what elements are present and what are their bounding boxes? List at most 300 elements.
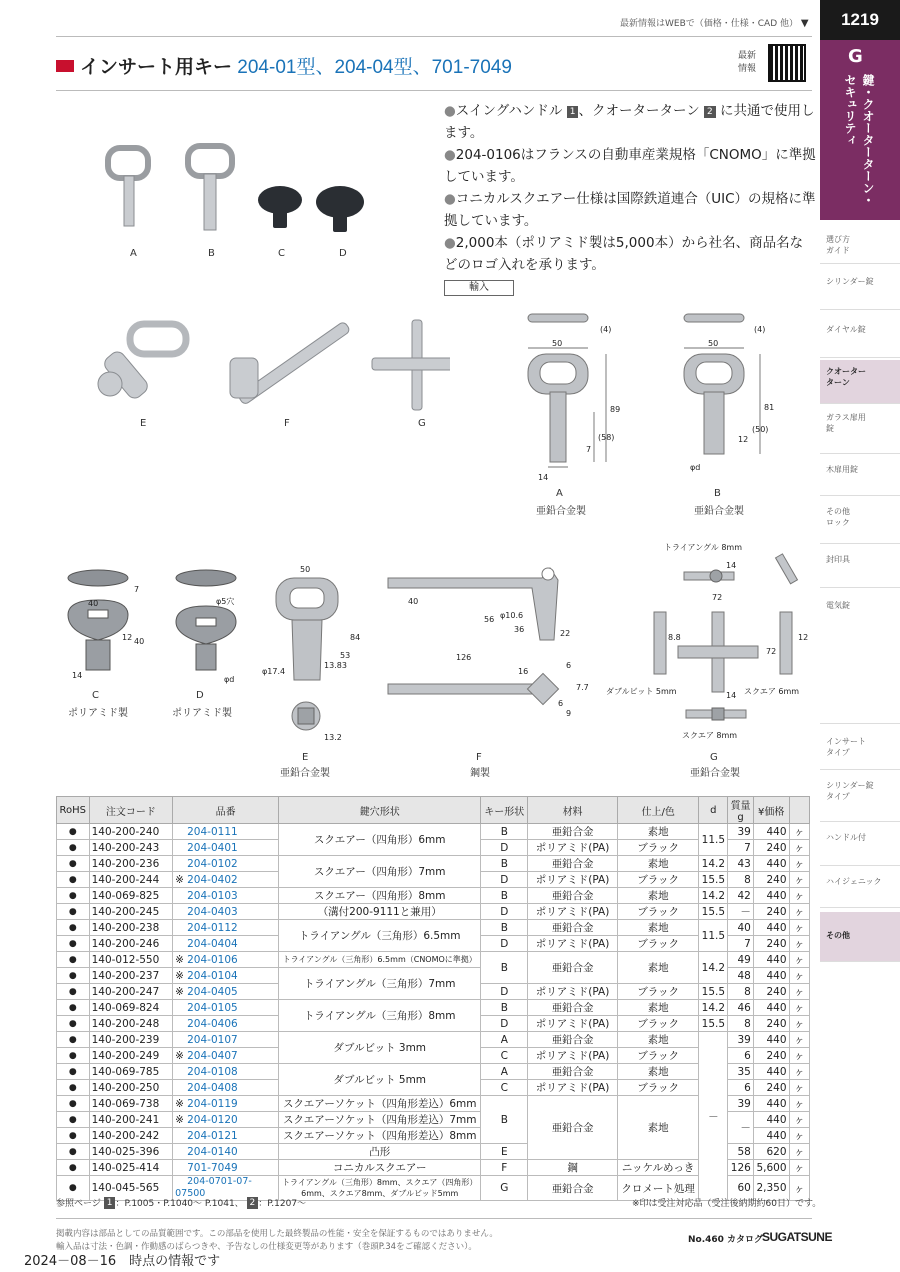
dim-g-14a: 14	[726, 561, 737, 570]
table-row	[57, 1032, 810, 1048]
cell-mat: 亜鉛合金	[528, 1032, 618, 1048]
cell-code: 140-200-246	[89, 936, 173, 952]
cell-price: 440	[753, 888, 789, 904]
dim-b-height: 81	[764, 403, 775, 412]
cell-mat: 亜鉛合金	[528, 856, 618, 872]
cell-price: 620	[753, 1144, 789, 1160]
cell-code: 140-200-243	[89, 840, 173, 856]
table-header: ¥価格	[753, 797, 789, 824]
cell-part[interactable]: 204-0140	[173, 1144, 279, 1160]
cell-mass: －	[728, 1112, 754, 1144]
dim-a-width: 50	[552, 339, 563, 348]
cell-unit: ヶ	[789, 840, 809, 856]
cell-rohs: ●	[57, 1096, 90, 1112]
cell-price: 440	[753, 824, 789, 840]
date-stamp: 2024－08－16 時点の情報です	[24, 1254, 221, 1269]
cell-mass: 43	[728, 856, 754, 872]
dim-e-socket: 13.2	[324, 733, 342, 742]
footer-rule	[56, 1218, 812, 1219]
cell-mass: 48	[728, 968, 754, 984]
sidebar-item[interactable]: 選び方 ガイド	[820, 228, 900, 264]
cell-part[interactable]: 204-0112	[173, 920, 279, 936]
category-letter: G	[848, 46, 863, 67]
sidebar-item[interactable]: 封印具	[820, 548, 900, 588]
drawing-d-material: ポリアミド製	[172, 708, 232, 719]
cell-shape: （溝付200-9111と兼用）	[279, 904, 481, 920]
cell-shape: スクエアー（四角形）6mm	[279, 824, 481, 856]
cell-mass: 8	[728, 872, 754, 888]
dim-g-height: 72	[766, 647, 777, 656]
feature-item: ●スイングハンドル 1 、クオーターターン 2 に共通で使用します。	[444, 103, 815, 141]
cell-unit: ヶ	[789, 824, 809, 840]
cell-part[interactable]: 204-0111	[173, 824, 279, 840]
cell-key: B	[481, 856, 528, 872]
cell-shape: スクエアーソケット（四角形差込）8mm	[279, 1128, 481, 1144]
cell-part[interactable]: ※ 204-0119	[173, 1096, 279, 1112]
drawing-e	[262, 560, 372, 750]
drawing-b-label: B	[714, 488, 721, 499]
dim-e-dia: φ17.4	[262, 667, 286, 676]
cell-part[interactable]: ※ 204-0407	[173, 1048, 279, 1064]
table-row	[57, 1064, 810, 1080]
cell-rohs: ●	[57, 1160, 90, 1176]
cell-price: 240	[753, 936, 789, 952]
cell-code: 140-069-825	[89, 888, 173, 904]
page-title: インサート用キー 204-01型、204-04型、701-7049	[80, 57, 512, 78]
cell-unit: ヶ	[789, 872, 809, 888]
cell-shape: スクエアーソケット（四角形差込）6mm	[279, 1096, 481, 1112]
cell-price: 440	[753, 856, 789, 872]
feature-item: ●2,000本（ポリアミド製は5,000本）から社名、商品名などのロゴ入れを承ります。	[444, 235, 804, 273]
table-row	[57, 824, 810, 840]
cell-d: 15.5	[699, 904, 728, 920]
photo-label-a: A	[130, 248, 137, 259]
page-number: 1219	[820, 0, 900, 40]
cell-part[interactable]: 204-0408	[173, 1080, 279, 1096]
qr-code-icon[interactable]	[768, 44, 806, 82]
cell-code: 140-200-247	[89, 984, 173, 1000]
cell-d: 11.5	[699, 824, 728, 856]
dim-a-height: 89	[610, 405, 621, 414]
cell-mat: ポリアミド(PA)	[528, 1016, 618, 1032]
table-header: 注文コード	[89, 797, 173, 824]
cell-part[interactable]: 204-0102	[173, 856, 279, 872]
cell-part[interactable]: ※ 204-0405	[173, 984, 279, 1000]
sidebar	[820, 0, 900, 1272]
cell-key: C	[481, 1080, 528, 1096]
cell-price: 240	[753, 840, 789, 856]
cell-part[interactable]: ※ 204-0104	[173, 968, 279, 984]
dim-d-diameter: φd	[224, 675, 235, 684]
cell-d: 15.5	[699, 1016, 728, 1032]
sidebar-item[interactable]: ハイジェニック	[820, 870, 900, 908]
sidebar-item[interactable]: シリンダー錠	[820, 270, 900, 310]
drawing-d	[168, 560, 248, 690]
table-header: d	[699, 797, 728, 824]
table-row	[57, 920, 810, 936]
cell-d: 14.2	[699, 1000, 728, 1016]
dim-f-c: 36	[514, 625, 525, 634]
cell-fin: 素地	[617, 920, 699, 936]
dim-c-thick: 7	[134, 585, 140, 594]
cell-code: 140-200-250	[89, 1080, 173, 1096]
cell-mat: 亜鉛合金	[528, 888, 618, 904]
cell-shape: スクエアー（四角形）7mm	[279, 856, 481, 888]
sidebar-item[interactable]: ハンドル付	[820, 826, 900, 866]
cell-mass: 39	[728, 1032, 754, 1048]
drawing-a	[520, 302, 640, 492]
sidebar-item[interactable]: インサート タイプ	[820, 730, 900, 770]
dim-c-shaft: 12	[122, 633, 133, 642]
cell-fin: 素地	[617, 856, 699, 872]
dim-c-height: 40	[134, 637, 145, 646]
cell-shape: コニカルスクエアー	[279, 1160, 481, 1176]
cell-key: B	[481, 952, 528, 984]
cell-mass: 7	[728, 840, 754, 856]
cell-fin: 素地	[617, 952, 699, 984]
cell-d: 14.2	[699, 952, 728, 984]
cell-rohs: ●	[57, 904, 90, 920]
cell-part[interactable]: 204-0401	[173, 840, 279, 856]
cell-unit: ヶ	[789, 936, 809, 952]
cell-price: 5,600	[753, 1160, 789, 1176]
cell-mat: ポリアミド(PA)	[528, 936, 618, 952]
table-row	[57, 904, 810, 920]
cell-d: 14.2	[699, 856, 728, 872]
cell-price: 240	[753, 1080, 789, 1096]
cell-mat: 亜鉛合金	[528, 1000, 618, 1016]
cell-part[interactable]: 204-0403	[173, 904, 279, 920]
dim-g-doublebit: ダブルビット 5mm	[606, 687, 677, 696]
cell-rohs: ●	[57, 824, 90, 840]
cell-key: B	[481, 888, 528, 904]
cell-fin: ブラック	[617, 936, 699, 952]
cell-code: 140-200-244	[89, 872, 173, 888]
cell-fin: 素地	[617, 888, 699, 904]
cell-price: 440	[753, 1064, 789, 1080]
cell-code: 140-200-239	[89, 1032, 173, 1048]
dim-b-thick: (4)	[754, 325, 766, 334]
cell-price: 240	[753, 984, 789, 1000]
sidebar-item[interactable]: その他	[820, 912, 900, 962]
cell-key: A	[481, 1032, 528, 1048]
cell-key: B	[481, 920, 528, 936]
cell-shape: スクエアーソケット（四角形差込）7mm	[279, 1112, 481, 1128]
web-info-note[interactable]: 最新情報はWEBで（価格・仕様・CAD 他） ▼	[620, 18, 809, 29]
cell-mass: 58	[728, 1144, 754, 1160]
category-title-line2: セキュリティ	[843, 74, 857, 146]
cell-part[interactable]: ※ 204-0402	[173, 872, 279, 888]
sidebar-item[interactable]: クオーター ターン	[820, 360, 900, 404]
table-header: 質量g	[728, 797, 754, 824]
feature-list	[444, 100, 816, 276]
drawing-a-label: A	[556, 488, 563, 499]
cell-shape: トライアングル（三角形）8mm	[279, 1000, 481, 1032]
dim-a-tip: 7	[586, 445, 592, 454]
dim-g-square8: スクエア 8mm	[682, 731, 738, 740]
cell-fin: 素地	[617, 1096, 699, 1160]
cell-key: D	[481, 984, 528, 1000]
cell-key: G	[481, 1176, 528, 1201]
cell-price: 240	[753, 904, 789, 920]
cell-mass: 39	[728, 824, 754, 840]
drawing-d-label: D	[196, 690, 204, 701]
cell-mat: 亜鉛合金	[528, 1176, 618, 1201]
cell-part[interactable]: 701-7049	[173, 1160, 279, 1176]
cell-shape: スクエアー（四角形）8mm	[279, 888, 481, 904]
cell-key: D	[481, 904, 528, 920]
cell-part[interactable]: 204-0107	[173, 1032, 279, 1048]
cell-key: C	[481, 1048, 528, 1064]
cell-code: 140-025-414	[89, 1160, 173, 1176]
cell-mat: ポリアミド(PA)	[528, 1080, 618, 1096]
drawing-e-material: 亜鉛合金製	[280, 768, 330, 779]
cell-fin: ブラック	[617, 904, 699, 920]
cell-unit: ヶ	[789, 904, 809, 920]
dim-f-k: 6	[566, 661, 572, 670]
cell-price: 440	[753, 1032, 789, 1048]
sidebar-item[interactable]: ガラス扉用 錠	[820, 406, 900, 454]
table-header: 鍵穴形状	[279, 797, 481, 824]
drawing-f	[382, 560, 592, 730]
cell-rohs: ●	[57, 968, 90, 984]
dim-f-h: 7.7	[576, 683, 589, 692]
dim-b-shaft: (50)	[752, 425, 769, 434]
cell-fin: ブラック	[617, 984, 699, 1000]
dim-f-length: 126	[456, 653, 472, 662]
cell-unit: ヶ	[789, 1160, 809, 1176]
dim-a-thick: (4)	[600, 325, 612, 334]
cell-code: 140-200-238	[89, 920, 173, 936]
dim-c-base: 14	[72, 671, 83, 680]
cell-fin: クロメート処理	[617, 1176, 699, 1201]
drawing-b	[676, 302, 786, 492]
cell-shape: トライアングル（三角形）6.5mm	[279, 920, 481, 952]
cell-unit: ヶ	[789, 1016, 809, 1032]
cell-part[interactable]: 204-0103	[173, 888, 279, 904]
sidebar-item[interactable]: 電気錠	[820, 594, 900, 724]
dim-g-14b: 14	[726, 691, 737, 700]
cell-code: 140-200-248	[89, 1016, 173, 1032]
cell-mass: 8	[728, 984, 754, 1000]
cell-code: 140-200-237	[89, 968, 173, 984]
table-header: 材料	[528, 797, 618, 824]
cell-shape: ダブルビット 5mm	[279, 1064, 481, 1096]
cell-rohs: ●	[57, 1176, 90, 1201]
cell-price: 440	[753, 1112, 789, 1128]
cell-key: D	[481, 1016, 528, 1032]
table-row	[57, 1160, 810, 1176]
cell-mass: 6	[728, 1048, 754, 1064]
cell-code: 140-069-824	[89, 1000, 173, 1016]
cell-code: 140-200-245	[89, 904, 173, 920]
cell-fin: ブラック	[617, 840, 699, 856]
catalog-number: No.460 カタログ	[688, 1235, 764, 1245]
cell-rohs: ●	[57, 936, 90, 952]
photo-label-b: B	[208, 248, 215, 259]
dim-a-shaft: (58)	[598, 433, 615, 442]
cell-rohs: ●	[57, 1128, 90, 1144]
cell-price: 240	[753, 1016, 789, 1032]
cell-mass: 39	[728, 1096, 754, 1112]
cell-key: B	[481, 824, 528, 840]
cell-shape: トライアングル（三角形）8mm、スクエア（四角形）6mm、スクエア8mm、ダブルビッド5mm	[279, 1176, 481, 1201]
cell-part[interactable]: ※ 204-0120	[173, 1112, 279, 1128]
dim-e-height: 84	[350, 633, 361, 642]
cell-code: 140-200-242	[89, 1128, 173, 1144]
cell-rohs: ●	[57, 856, 90, 872]
category-title-line1: 鍵・クオーターターン・	[861, 74, 875, 206]
triangle-down-icon: ▼	[800, 18, 809, 29]
cell-unit: ヶ	[789, 1000, 809, 1016]
dim-c-width: 40	[88, 599, 99, 608]
order-note: ※印は受注対応品（受注後納期約60日）です。	[632, 1199, 822, 1209]
cell-mass: 49	[728, 952, 754, 968]
reference-pages: 参照ページ 1 ：P.1005・P.1040～ P.1041、 2 ：P.1207～	[56, 1198, 307, 1209]
drawing-c-label: C	[92, 690, 99, 701]
table-row	[57, 952, 810, 968]
cell-rohs: ●	[57, 984, 90, 1000]
cell-fin: 素地	[617, 1000, 699, 1016]
cell-mass: 7	[728, 936, 754, 952]
table-header: 品番	[173, 797, 279, 824]
cell-unit: ヶ	[789, 1032, 809, 1048]
sidebar-item[interactable]: ダイヤル錠	[820, 318, 900, 358]
category-tab[interactable]	[820, 40, 900, 220]
cell-mat: ポリアミド(PA)	[528, 840, 618, 856]
photo-label-g: G	[418, 418, 426, 429]
cell-rohs: ●	[57, 952, 90, 968]
cell-unit: ヶ	[789, 1176, 809, 1201]
cell-fin: ブラック	[617, 1048, 699, 1064]
cell-rohs: ●	[57, 1000, 90, 1016]
photo-label-e: E	[140, 418, 147, 429]
sidebar-item[interactable]: その他 ロック	[820, 500, 900, 544]
import-badge: 輸入	[444, 280, 514, 296]
cell-code: 140-069-785	[89, 1064, 173, 1080]
table-row	[57, 1096, 810, 1112]
cell-rohs: ●	[57, 920, 90, 936]
cell-mat: ポリアミド(PA)	[528, 984, 618, 1000]
drawing-g	[606, 538, 816, 750]
cell-part[interactable]: 204-0406	[173, 1016, 279, 1032]
cell-unit: ヶ	[789, 920, 809, 936]
cell-fin: 素地	[617, 1032, 699, 1048]
header-rule	[56, 36, 812, 37]
keys-photo-abcd	[90, 140, 380, 250]
cell-price: 440	[753, 968, 789, 984]
cell-code: 140-200-236	[89, 856, 173, 872]
cell-key: F	[481, 1160, 528, 1176]
table-header: キー形状	[481, 797, 528, 824]
dim-e-tip: 13.83	[324, 661, 347, 670]
title-rule	[56, 90, 812, 91]
cell-part[interactable]: 204-0701-07-07500	[173, 1176, 279, 1201]
photo-label-c: C	[278, 248, 285, 259]
dim-f-e: 22	[560, 629, 571, 638]
cell-part[interactable]: 204-0121	[173, 1128, 279, 1144]
cell-code: 140-200-240	[89, 824, 173, 840]
feature-item: ●コニカルスクエアー仕様は国際鉄道連合（UIC）の規格に準拠しています。	[444, 191, 816, 229]
dim-f-j: 6	[558, 699, 564, 708]
cell-key: D	[481, 872, 528, 888]
cell-part[interactable]: 204-0404	[173, 936, 279, 952]
cell-unit: ヶ	[789, 1064, 809, 1080]
cell-unit: ヶ	[789, 888, 809, 904]
dim-a-base: 14	[538, 473, 549, 482]
cell-d: 15.5	[699, 984, 728, 1000]
cell-mat: 亜鉛合金	[528, 1096, 618, 1160]
cell-d: 14.2	[699, 888, 728, 904]
cell-code: 140-200-241	[89, 1112, 173, 1128]
cell-mass: 6	[728, 1080, 754, 1096]
cell-mass: 8	[728, 1016, 754, 1032]
cell-code: 140-025-396	[89, 1144, 173, 1160]
cell-unit: ヶ	[789, 856, 809, 872]
cell-code: 140-045-565	[89, 1176, 173, 1201]
cell-key: D	[481, 840, 528, 856]
feature-item: ●204-0106はフランスの自動車産業規格「CNOMO」に準拠しています。	[444, 147, 816, 185]
cell-part[interactable]: 204-0108	[173, 1064, 279, 1080]
cell-price: 440	[753, 1000, 789, 1016]
cell-rohs: ●	[57, 888, 90, 904]
cell-key: B	[481, 1096, 528, 1144]
cell-rohs: ●	[57, 840, 90, 856]
drawing-c-material: ポリアミド製	[68, 708, 128, 719]
cell-rohs: ●	[57, 1016, 90, 1032]
cell-part[interactable]: ※ 204-0106	[173, 952, 279, 968]
cell-mass: 42	[728, 888, 754, 904]
keys-photo-efg	[90, 310, 450, 420]
drawing-g-label: G	[710, 752, 718, 763]
cell-mass: －	[728, 904, 754, 920]
cell-key: B	[481, 1000, 528, 1016]
cell-shape: ダブルビット 3mm	[279, 1032, 481, 1064]
cell-shape: 凸形	[279, 1144, 481, 1160]
cell-price: 240	[753, 1048, 789, 1064]
cell-unit: ヶ	[789, 1144, 809, 1160]
cell-price: 2,350	[753, 1176, 789, 1201]
cell-part[interactable]: 204-0105	[173, 1000, 279, 1016]
disclaimer: 掲載内容は部品としての品質範囲です。この部品を使用した最終製品の性能・安全を保証するものではありません。 輸入品は寸法・色調・作動感のばらつきや、予告なしの仕様変更等があります（巻頭P.34をご確認ください）。	[56, 1229, 498, 1252]
cell-unit: ヶ	[789, 984, 809, 1000]
sidebar-item[interactable]: 木扉用錠	[820, 458, 900, 496]
drawing-c	[60, 560, 150, 690]
dim-e-width: 50	[300, 565, 311, 574]
cell-d: －	[699, 1032, 728, 1201]
cell-mat: ポリアミド(PA)	[528, 872, 618, 888]
cell-price: 440	[753, 1096, 789, 1112]
cell-unit: ヶ	[789, 952, 809, 968]
cell-price: 440	[753, 1128, 789, 1144]
cell-fin: ブラック	[617, 1016, 699, 1032]
cell-d: 15.5	[699, 872, 728, 888]
dim-b-diameter: φd	[690, 463, 701, 472]
cell-mass: 40	[728, 920, 754, 936]
cell-rohs: ●	[57, 1144, 90, 1160]
cell-mass: 46	[728, 1000, 754, 1016]
cell-rohs: ●	[57, 1080, 90, 1096]
cell-d: 11.5	[699, 920, 728, 952]
cell-mat: ポリアミド(PA)	[528, 1048, 618, 1064]
dim-g-square6: スクエア 6mm	[744, 687, 800, 696]
drawing-b-material: 亜鉛合金製	[694, 506, 744, 517]
spec-table	[56, 796, 810, 1201]
cell-mat: 鋼	[528, 1160, 618, 1176]
drawing-f-label: F	[476, 752, 482, 763]
sidebar-item[interactable]: シリンダー錠 タイプ	[820, 774, 900, 822]
cell-code: 140-012-550	[89, 952, 173, 968]
